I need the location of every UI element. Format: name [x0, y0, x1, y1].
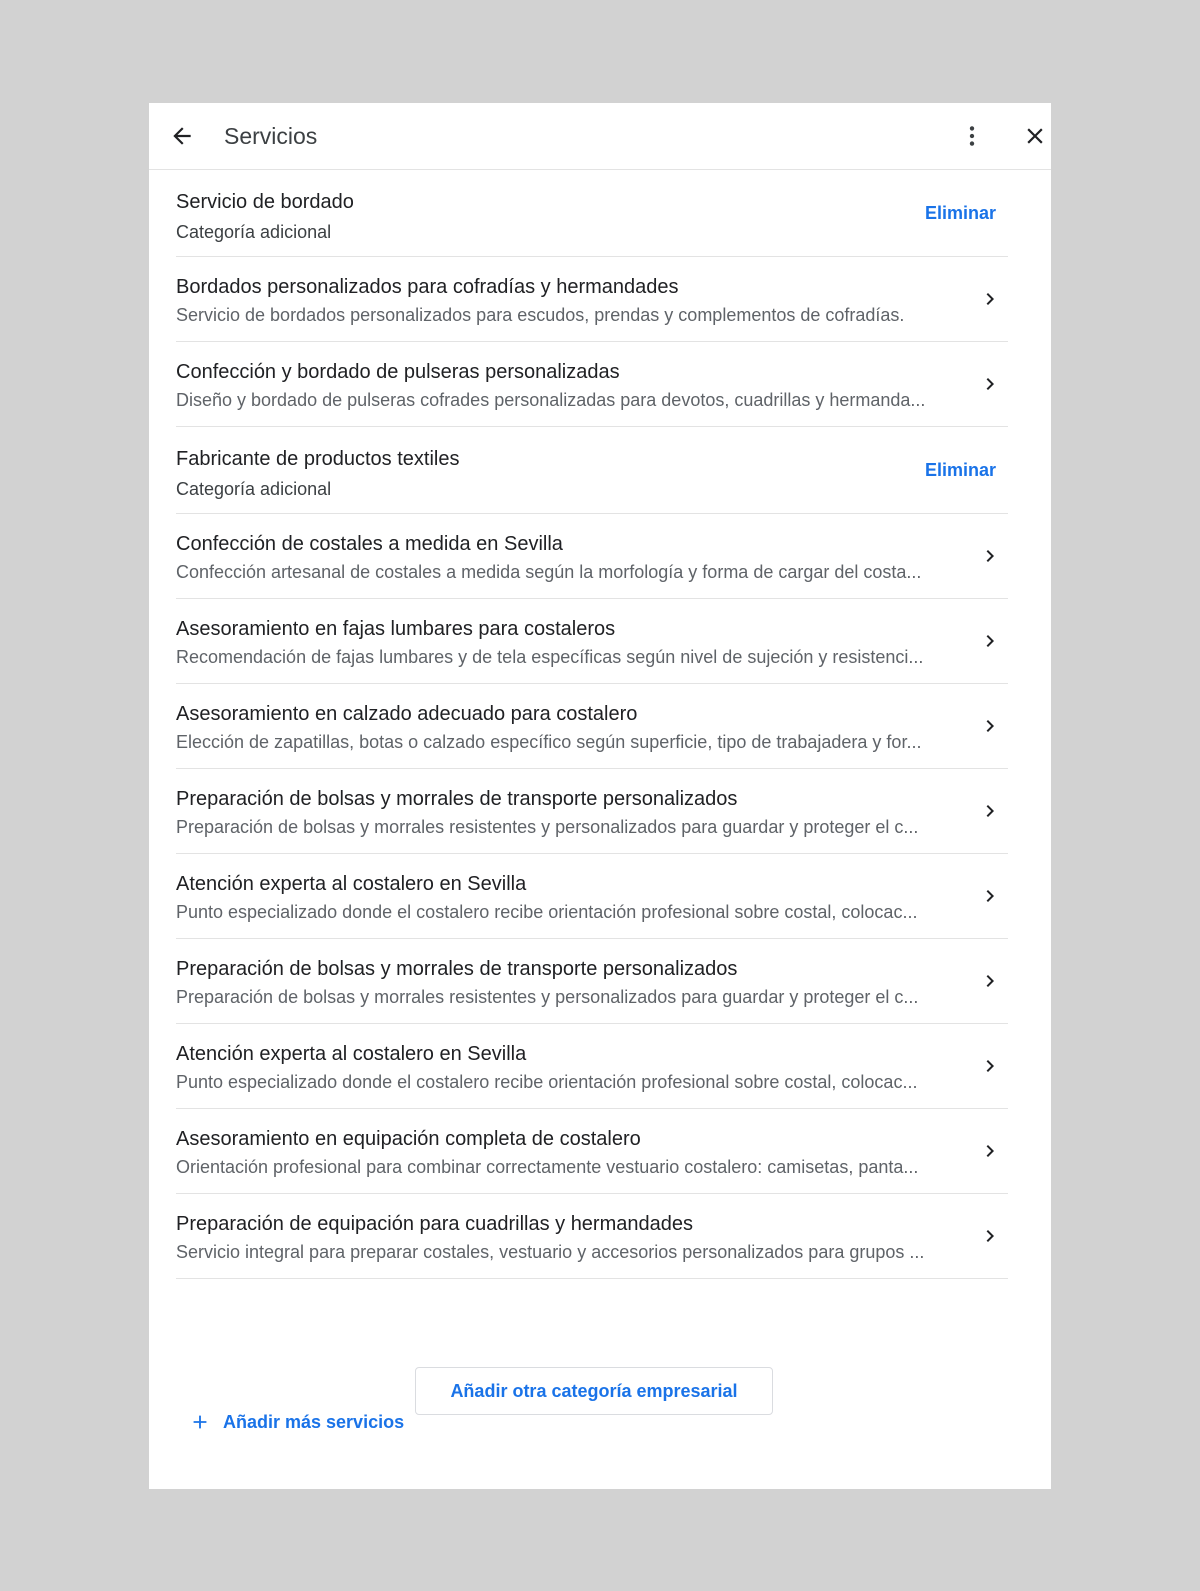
- category-name: Servicio de bordado: [176, 191, 354, 213]
- service-description: Servicio integral para preparar costales, vestuario y accesorios personalizados para grupos ...: [176, 1242, 925, 1262]
- more-vert-icon: [959, 123, 985, 149]
- add-more-services-link[interactable]: [189, 1411, 404, 1433]
- service-item[interactable]: [176, 1024, 1008, 1109]
- service-item[interactable]: [176, 514, 1008, 599]
- service-item[interactable]: [176, 769, 1008, 854]
- service-item[interactable]: [176, 1109, 1008, 1194]
- service-item[interactable]: [176, 1194, 1008, 1279]
- service-description: Preparación de bolsas y morrales resistentes y personalizados para guardar y proteger el c...: [176, 987, 919, 1007]
- add-category-button[interactable]: Añadir otra categoría empresarial: [415, 1367, 773, 1415]
- chevron-right-icon: [978, 1224, 1002, 1248]
- category-header: [176, 427, 1008, 514]
- services-dialog: [149, 103, 1051, 1489]
- service-description: Orientación profesional para combinar correctamente vestuario costalero: camisetas, panta...: [176, 1157, 919, 1177]
- service-name: Confección y bordado de pulseras personalizadas: [176, 361, 620, 383]
- service-description: Punto especializado donde el costalero recibe orientación profesional sobre costal, colocac...: [176, 902, 918, 922]
- service-description: Punto especializado donde el costalero recibe orientación profesional sobre costal, colocac...: [176, 1072, 918, 1092]
- chevron-right-icon: [978, 629, 1002, 653]
- chevron-right-icon: [978, 287, 1002, 311]
- service-name: Asesoramiento en equipación completa de costalero: [176, 1128, 641, 1150]
- service-item[interactable]: [176, 257, 1008, 342]
- chevron-right-icon: [978, 969, 1002, 993]
- service-item[interactable]: [176, 599, 1008, 684]
- service-description: Recomendación de fajas lumbares y de tela específicas según nivel de sujeción y resistenci...: [176, 647, 924, 667]
- service-description: Elección de zapatillas, botas o calzado específico según superficie, tipo de trabajadera y for...: [176, 732, 922, 752]
- service-description: Servicio de bordados personalizados para escudos, prendas y complementos de cofradías.: [176, 305, 905, 325]
- more-options-button[interactable]: [952, 103, 992, 169]
- service-item[interactable]: [176, 342, 1008, 427]
- service-description: Confección artesanal de costales a medida según la morfología y forma de cargar del costa...: [176, 562, 922, 582]
- chevron-right-icon: [978, 1139, 1002, 1163]
- top-bar: [149, 103, 1051, 170]
- service-name: Preparación de bolsas y morrales de transporte personalizados: [176, 788, 738, 810]
- chevron-right-icon: [978, 884, 1002, 908]
- service-description: Diseño y bordado de pulseras cofrades personalizadas para devotos, cuadrillas y hermanda...: [176, 390, 926, 410]
- service-description: Preparación de bolsas y morrales resistentes y personalizados para guardar y proteger el c...: [176, 817, 919, 837]
- service-name: Bordados personalizados para cofradías y hermandades: [176, 276, 679, 298]
- service-name: Asesoramiento en fajas lumbares para costaleros: [176, 618, 616, 640]
- category-name: Fabricante de productos textiles: [176, 448, 460, 470]
- service-name: Asesoramiento en calzado adecuado para costalero: [176, 703, 638, 725]
- service-name: Atención experta al costalero en Sevilla: [176, 1043, 527, 1065]
- service-item[interactable]: [176, 684, 1008, 769]
- chevron-right-icon: [978, 544, 1002, 568]
- back-button[interactable]: [162, 103, 202, 169]
- add-more-services-label: Añadir más servicios: [223, 1411, 405, 1432]
- service-item[interactable]: [176, 939, 1008, 1024]
- plus-icon: [189, 1411, 211, 1433]
- service-name: Preparación de equipación para cuadrillas y hermandades: [176, 1213, 693, 1235]
- category-subtitle: Categoría adicional: [176, 222, 332, 242]
- category-header: [176, 170, 1008, 257]
- close-icon: [1022, 123, 1048, 149]
- service-item[interactable]: [176, 854, 1008, 939]
- chevron-right-icon: [978, 799, 1002, 823]
- page-title: Servicios: [224, 123, 318, 149]
- service-name: Confección de costales a medida en Sevilla: [176, 533, 563, 555]
- services-list: [176, 170, 1008, 1279]
- category-subtitle: Categoría adicional: [176, 479, 332, 499]
- service-name: Atención experta al costalero en Sevilla: [176, 873, 527, 895]
- chevron-right-icon: [978, 372, 1002, 396]
- remove-category-button[interactable]: Eliminar: [924, 460, 996, 480]
- chevron-right-icon: [978, 1054, 1002, 1078]
- close-button[interactable]: [1015, 103, 1055, 169]
- remove-category-button[interactable]: Eliminar: [924, 203, 996, 223]
- chevron-right-icon: [978, 714, 1002, 738]
- service-name: Preparación de bolsas y morrales de transporte personalizados: [176, 958, 738, 980]
- arrow-back-icon: [169, 123, 195, 149]
